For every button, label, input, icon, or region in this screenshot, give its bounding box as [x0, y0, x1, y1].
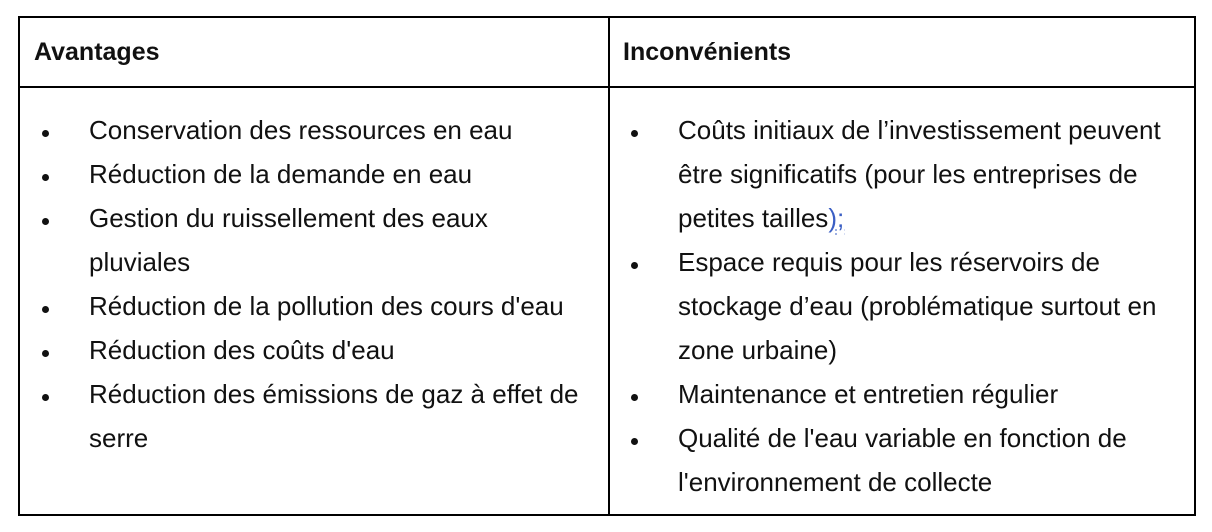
bullet-icon [42, 394, 49, 401]
advantage-text: Conservation des ressources en eau [89, 115, 513, 145]
advantage-text: Réduction de la pollution des cours d'eau [89, 291, 564, 321]
advantage-text: Gestion du ruissellement des eaux pluviales [89, 203, 488, 277]
disadvantages-list [623, 108, 1183, 504]
list-item [34, 152, 594, 196]
bullet-icon [631, 438, 638, 445]
bullet-icon [42, 174, 49, 181]
advantages-list [34, 108, 594, 460]
advantage-text: Réduction des émissions de gaz à effet de serre [89, 379, 579, 453]
list-item [623, 372, 1183, 416]
advantage-text: Réduction de la demande en eau [89, 159, 473, 189]
list-item [34, 372, 594, 460]
header-advantages: Avantages [34, 37, 160, 66]
list-item [34, 196, 594, 284]
bullet-icon [42, 306, 49, 313]
bullet-icon [42, 350, 49, 357]
list-item [34, 108, 594, 152]
comparison-table [18, 16, 1196, 516]
list-item [34, 328, 594, 372]
advantages-cell [34, 108, 594, 460]
bullet-icon [42, 130, 49, 137]
disadvantage-text: Espace requis pour les réservoirs de stockage d’eau (problématique surtout en zone urbaine) [678, 247, 1157, 365]
disadvantage-text: Qualité de l'eau variable en fonction de l'environnement de collecte [678, 423, 1127, 497]
advantage-text: Réduction des coûts d'eau [89, 335, 395, 365]
bullet-icon [631, 262, 638, 269]
column-divider [608, 18, 610, 514]
header-divider [20, 86, 1194, 88]
list-item [34, 284, 594, 328]
disadvantage-text: Maintenance et entretien régulier [678, 379, 1059, 409]
disadvantage-text: Coûts initiaux de l’investissement peuvent être significatifs (pour les entreprises de petites tailles [678, 115, 1161, 233]
bullet-icon [631, 130, 638, 137]
list-item [623, 416, 1183, 504]
disadvantages-cell [623, 108, 1183, 504]
header-disadvantages: Inconvénients [623, 37, 792, 66]
list-item [623, 108, 1183, 240]
bullet-icon [42, 218, 49, 225]
list-item [623, 240, 1183, 372]
tracked-change-text: ); [828, 203, 845, 233]
bullet-icon [631, 394, 638, 401]
